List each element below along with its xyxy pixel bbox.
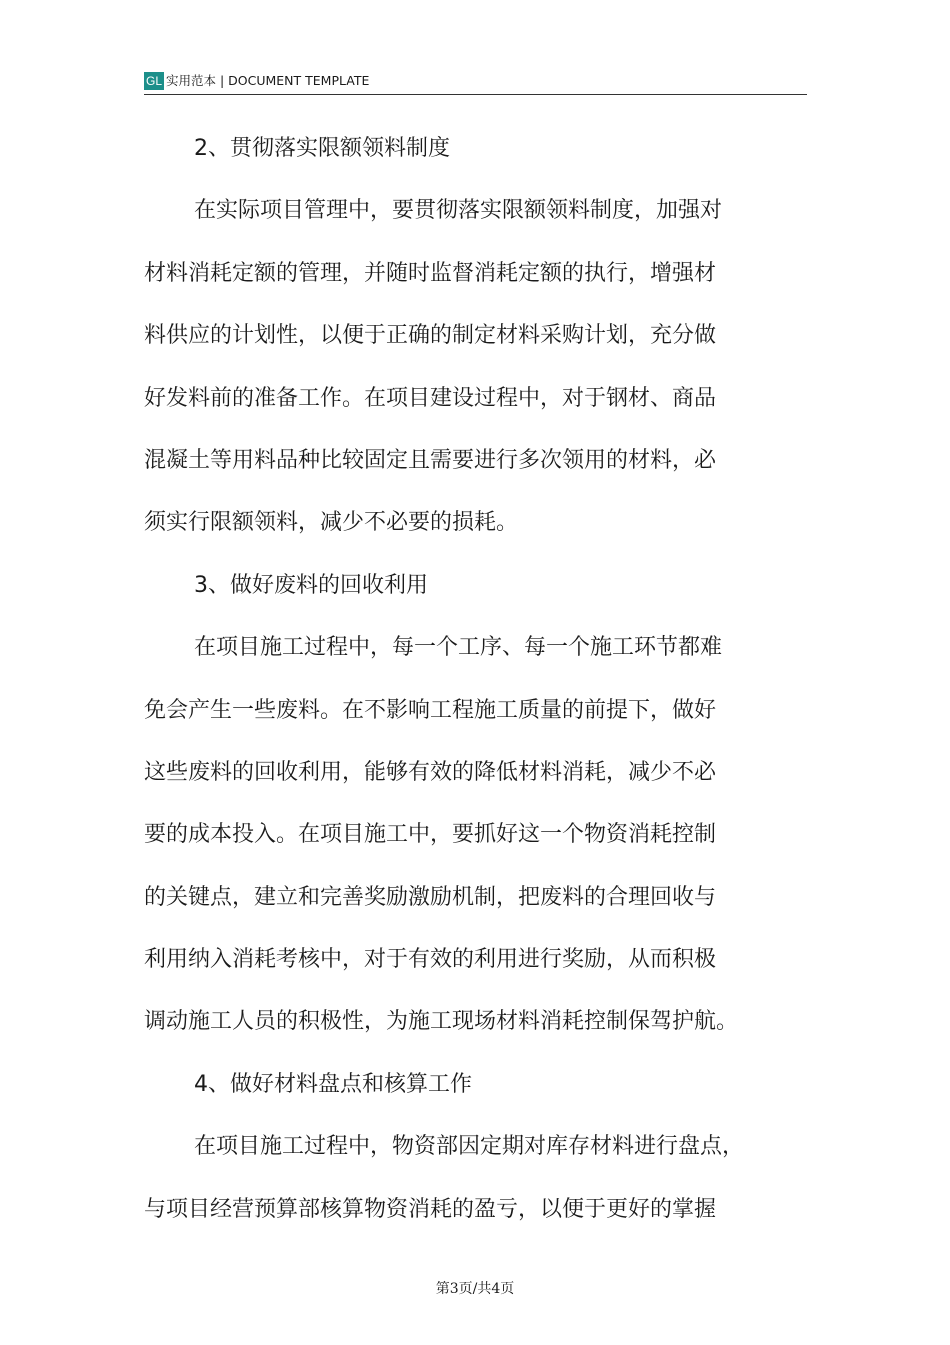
paragraph-line: 混凝土等用料品种比较固定且需要进行多次领用的材料，必 [144, 447, 717, 473]
section-heading-4: 4、做好材料盘点和核算工作 [194, 1071, 472, 1097]
paragraph-line: 材料消耗定额的管理，并随时监督消耗定额的执行，增强材 [144, 260, 717, 286]
page-number: 第3页/共4页 [435, 1281, 515, 1297]
section-heading-3: 3、做好废料的回收利用 [194, 572, 428, 598]
document-body [144, 118, 764, 1241]
gl-logo: GL [145, 74, 162, 88]
paragraph-line: 利用纳入消耗考核中，对于有效的利用进行奖励，从而积极 [144, 947, 717, 973]
header-title: 实用范本 | DOCUMENT TEMPLATE [166, 73, 370, 88]
document-header [144, 68, 807, 95]
paragraph-line: 在项目施工过程中，每一个工序、每一个施工环节都难 [194, 635, 723, 661]
paragraph-line: 这些废料的回收利用，能够有效的降低材料消耗，减少不必 [144, 759, 717, 785]
paragraph-line: 好发料前的准备工作。在项目建设过程中，对于钢材、商品 [144, 385, 717, 411]
paragraph-line: 调动施工人员的积极性，为施工现场材料消耗控制保驾护航。 [144, 1009, 739, 1035]
paragraph-line: 免会产生一些废料。在不影响工程施工质量的前提下，做好 [144, 697, 717, 723]
paragraph-line: 的关键点，建立和完善奖励激励机制，把废料的合理回收与 [144, 884, 717, 910]
section-heading-2: 2、贯彻落实限额领料制度 [194, 136, 450, 161]
paragraph-line: 与项目经营预算部核算物资消耗的盈亏，以便于更好的掌握 [144, 1196, 717, 1222]
paragraph-line: 须实行限额领料，减少不必要的损耗。 [144, 510, 519, 536]
paragraph-line: 要的成本投入。在项目施工中，要抓好这一个物资消耗控制 [144, 822, 717, 848]
paragraph-line: 在项目施工过程中，物资部因定期对库存材料进行盘点， [194, 1134, 745, 1160]
paragraph-line: 料供应的计划性，以便于正确的制定材料采购计划，充分做 [144, 323, 717, 349]
paragraph-line: 在实际项目管理中，要贯彻落实限额领料制度，加强对 [194, 198, 723, 224]
